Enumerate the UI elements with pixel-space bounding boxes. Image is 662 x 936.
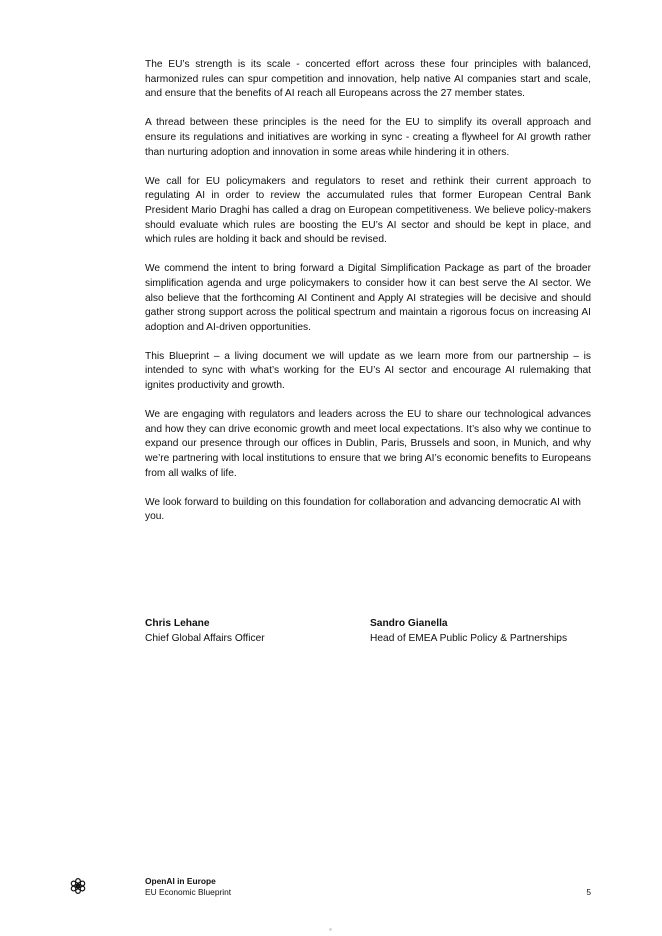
signatory-name: Chris Lehane (145, 618, 210, 629)
page-dot-indicator (329, 928, 332, 931)
paragraph-7: We look forward to building on this foundation for collaboration and advancing democratic AI with you. (145, 496, 581, 523)
signatory-1 (145, 617, 265, 646)
page-number: 5 (586, 887, 591, 897)
signatory-title: Head of EMEA Public Policy & Partnerships (370, 632, 568, 644)
body-text (145, 58, 591, 540)
footer-brand: OpenAI in Europe (145, 876, 216, 886)
paragraph-6: We are engaging with regulators and leaders across the EU to share our technological advances and how they can drive economic growth and meet local expectations. It’s also why we continue to expand our presence through our offices in Dublin, Paris, Brussels and soon, in Munich, and why we’re partnering with local institutions to ensure that we bring AI’s economic benefits to Europeans from all walks of life. (145, 409, 591, 479)
paragraph-2: A thread between these principles is the need for the EU to simplify its overall approach and ensure its regulations and initiatives are working in sync - creating a flywheel for AI growth rather than nurturing adoption and innovation in some areas while hindering it in others. (145, 117, 591, 158)
openai-logo-icon (69, 877, 87, 895)
footer (145, 876, 231, 898)
signatory-title: Chief Global Affairs Officer (145, 632, 265, 644)
paragraph-1: The EU’s strength is its scale - concerted effort across these four principles with balanced, harmonized rules can spur competition and innovation, help native AI companies start and scale, and ensure that the benefits of AI reach all Europeans across the 27 member states. (145, 59, 591, 100)
paragraph-4: We commend the intent to bring forward a Digital Simplification Package as part of the broader simplification agenda and urge policymakers to consider how it can best serve the AI sector. We also believe that the forthcoming AI Continent and Apply AI strategies will be decisive and should gather strong support across the political spectrum and maintain a rigorous focus on increasing AI adoption and AI-driven opportunities. (145, 263, 591, 333)
signatory-name: Sandro Gianella (370, 618, 448, 629)
paragraph-5: This Blueprint – a living document we will update as we learn more from our partnership – is intended to sync with what’s working for the EU’s AI sector and encourage AI rulemaking that ignites productivity and growth. (145, 350, 591, 392)
signatory-2 (370, 617, 567, 646)
paragraph-3: We call for EU policymakers and regulators to reset and rethink their current approach to regulating AI in order to review the accumulated rules that former European Central Bank President Mario Draghi has called a drag on European competitiveness. We believe policy-makers should evaluate which rules are boosting the EU’s AI sector and should be kept in place, and which rules are holding it back and should be revised. (145, 175, 591, 246)
footer-subtitle: EU Economic Blueprint (145, 887, 232, 897)
